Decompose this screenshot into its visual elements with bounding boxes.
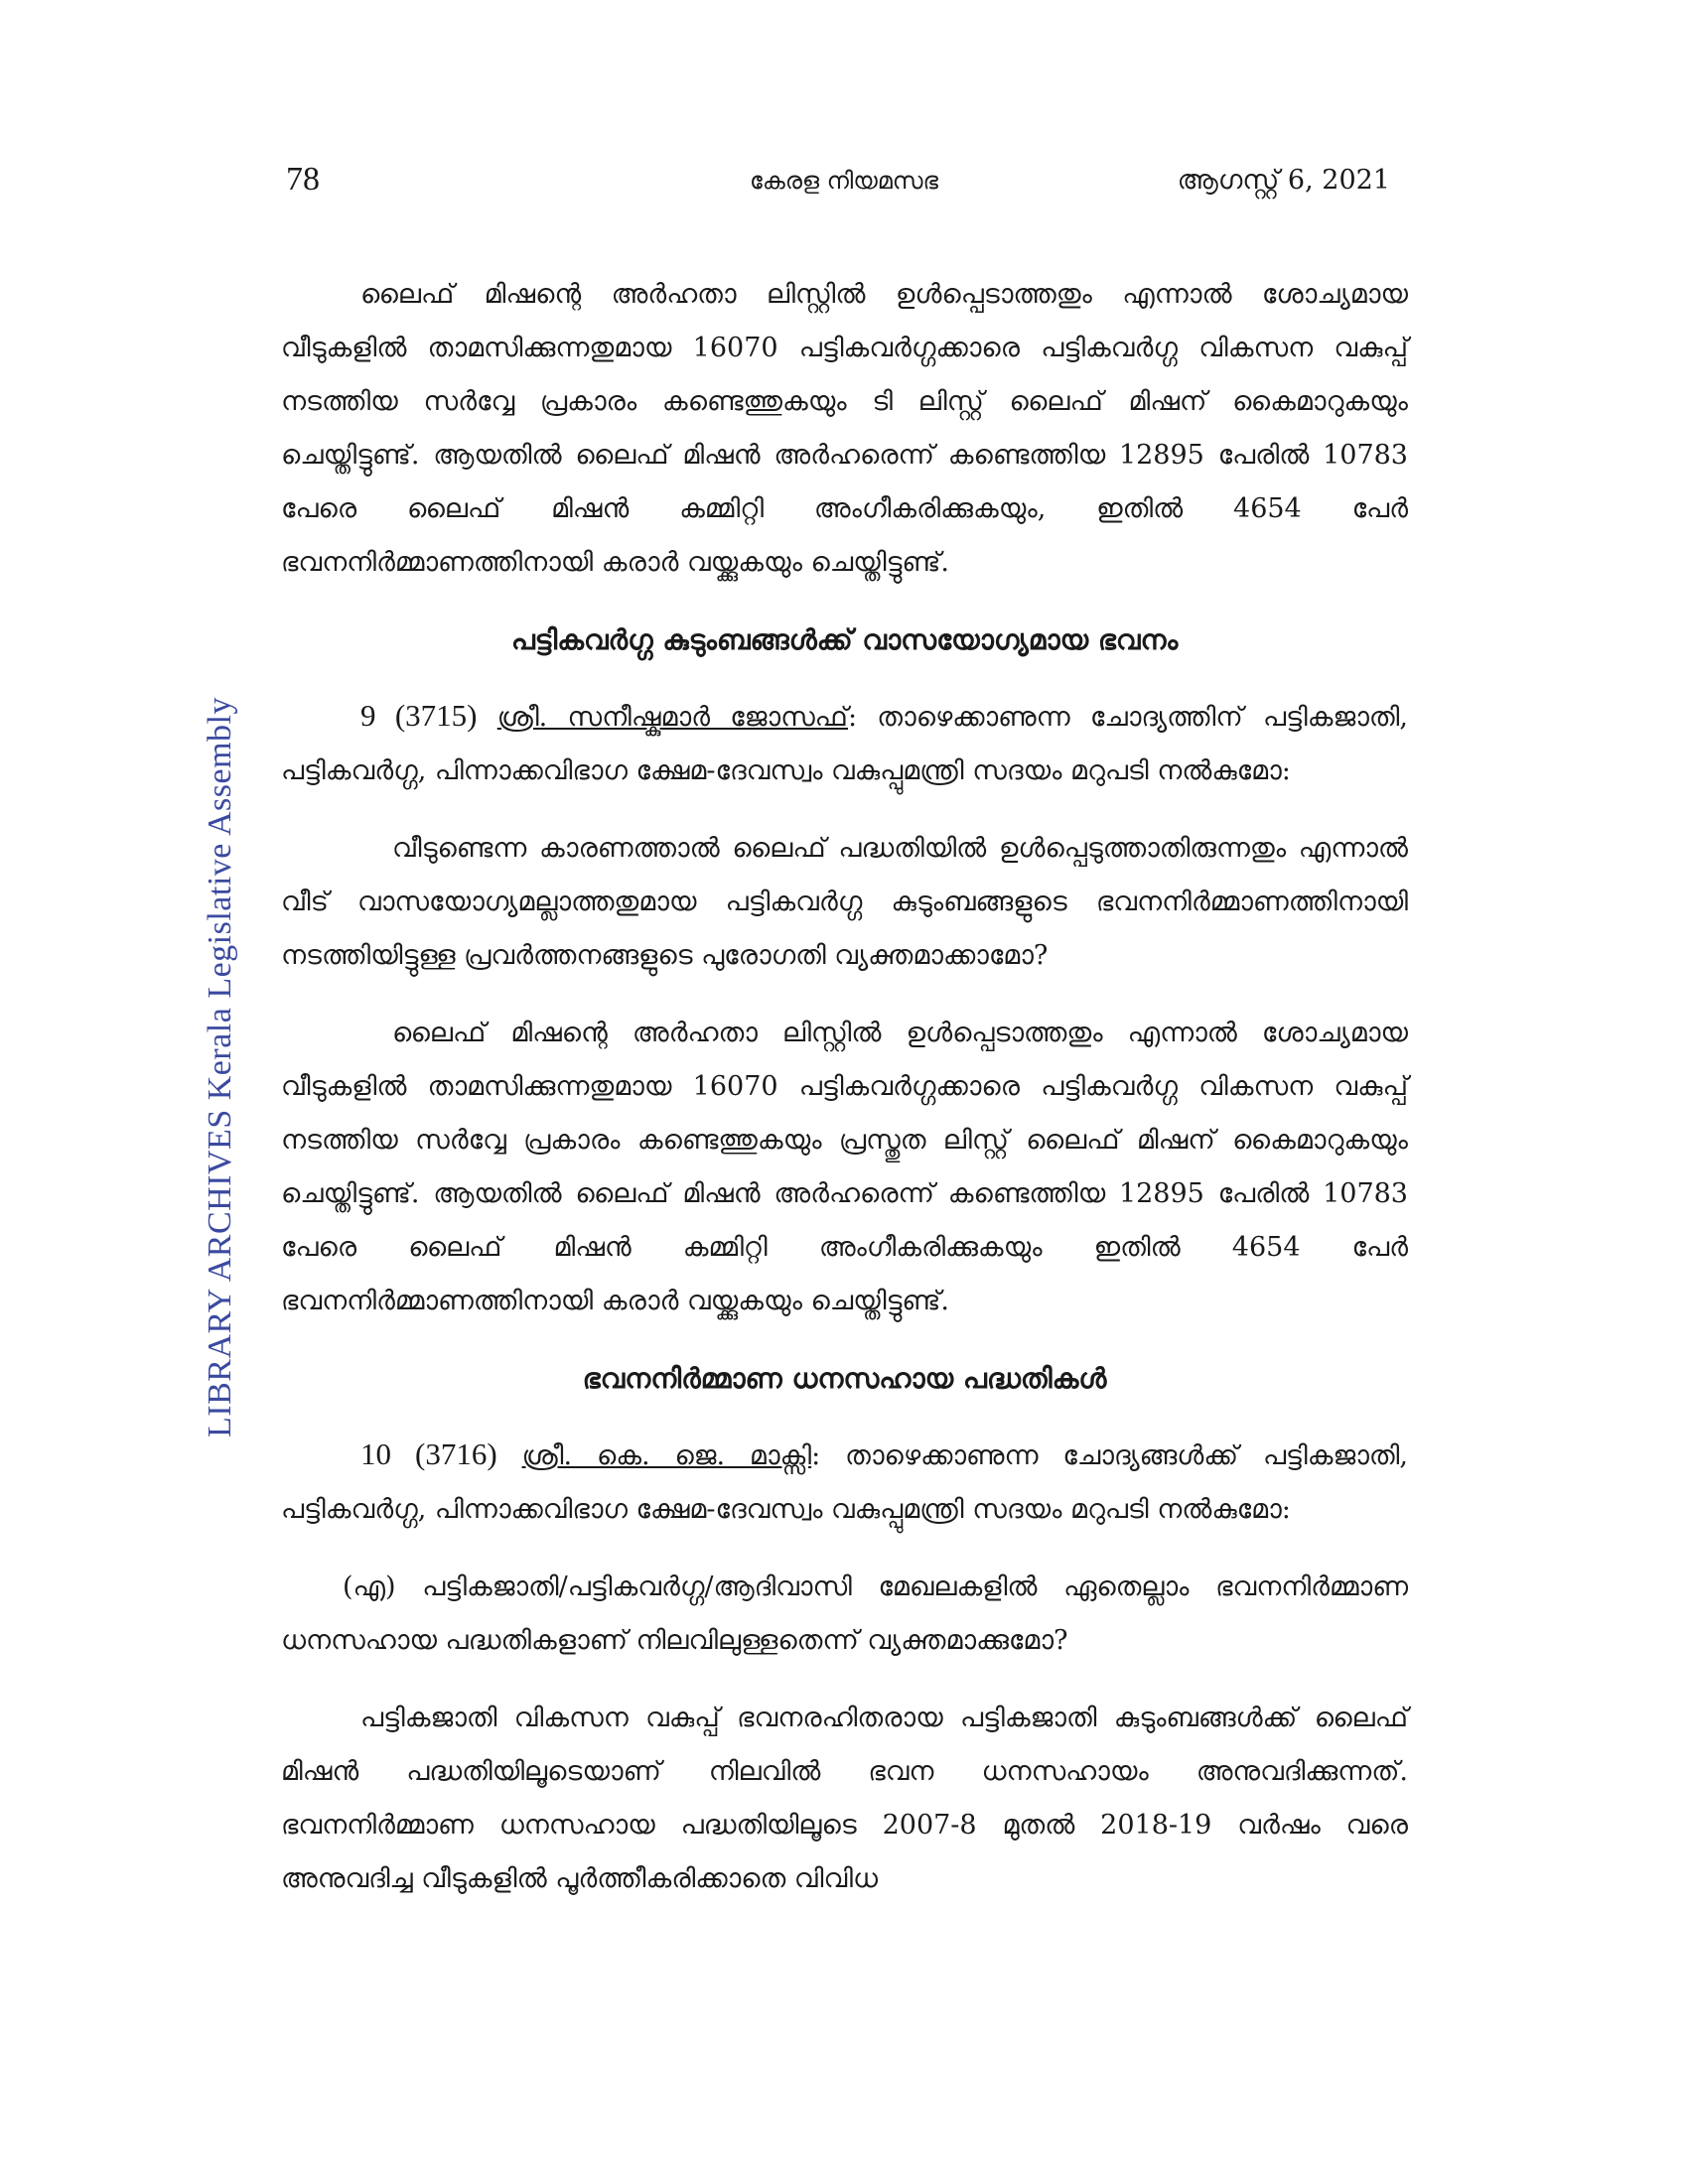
page-content bbox=[281, 268, 1408, 1906]
question-10-number: 10 (3716) bbox=[360, 1436, 497, 1471]
question-9-member: ശ്രീ. സനീഷ്കുമാർ ജോസഫ് bbox=[496, 702, 848, 733]
answer-9-body: ലൈഫ് മിഷന്റെ അർഹതാ ലിസ്റ്റിൽ ഉൾപ്പെടാത്തതും എന്നാൽ ശോച്യമായ വീടുകളിൽ താമസിക്കുന്നതുമായ 16070 പട്ടികവർഗ്ഗക്കാരെ പട്ടികവർഗ്ഗ വികസന വകുപ്പ് നടത്തിയ സർവ്വേ പ്രകാരം കണ്ടെത്തുകയും പ്രസ്തുത ലിസ്റ്റ് ലൈഫ് മിഷന് കൈമാറുകയും ചെയ്തിട്ടുണ്ട്. ആയതിൽ ലൈഫ് മിഷൻ അർഹരെന്ന് കണ്ടെത്തിയ 12895 പേരിൽ 10783 പേരെ ലൈഫ് മിഷൻ കമ്മിറ്റി അംഗീകരിക്കുകയും ഇതിൽ 4654 പേർ ഭവനനിർമ്മാണത്തിനായി കരാർ വയ്ക്കുകയും ചെയ്തിട്ടുണ്ട്. bbox=[281, 1018, 1408, 1316]
question-10-member: ശ്രീ. കെ. ജെ. മാക്സി bbox=[521, 1440, 812, 1471]
question-10-text: : താഴെക്കാണുന്ന ചോദ്യങ്ങൾക്ക് പട്ടികജാതി, പട്ടികവർഗ്ഗ, പിന്നാക്കവിഭാഗ ക്ഷേമ-ദേവസ്വം വകുപ്പുമന്ത്രി സദയം മറുപടി നൽകുമോ: bbox=[281, 1440, 1408, 1525]
question-10-intro bbox=[281, 1428, 1408, 1537]
intro-paragraph: ലൈഫ് മിഷന്റെ അർഹതാ ലിസ്റ്റിൽ ഉൾപ്പെടാത്തതും എന്നാൽ ശോച്യമായ വീടുകളിൽ താമസിക്കുന്നതുമായ 16070 പട്ടികവർഗ്ഗക്കാരെ പട്ടികവർഗ്ഗ വികസന വകുപ്പ് നടത്തിയ സർവ്വേ പ്രകാരം കണ്ടെത്തുകയും ടി ലിസ്റ്റ് ലൈഫ് മിഷന് കൈമാറുകയും ചെയ്തിട്ടുണ്ട്. ആയതിൽ ലൈഫ് മിഷൻ അർഹരെന്ന് കണ്ടെത്തിയ 12895 പേരിൽ 10783 പേരെ ലൈഫ് മിഷൻ കമ്മിറ്റി അംഗീകരിക്കുകയും, ഇതിൽ 4654 പേർ ഭവനനിർമ്മാണത്തിനായി കരാർ വയ്ക്കുകയും ചെയ്തിട്ടുണ്ട്. bbox=[281, 279, 1408, 578]
page-number: 78 bbox=[286, 161, 320, 198]
answer-10a-body: പട്ടികജാതി വികസന വകുപ്പ് ഭവനരഹിതരായ പട്ടികജാതി കുടുംബങ്ങൾക്ക് ലൈഫ് മിഷൻ പദ്ധതിയിലൂടെയാണ് നിലവിൽ ഭവന ധനസഹായം അനുവദിക്കുന്നത്. ഭവനനിർമ്മാണ ധനസഹായ പദ്ധതിയിലൂടെ 2007-8 മുതൽ 2018-19 വർഷം വരെ അനുവദിച്ച വീടുകളിൽ പൂർത്തീകരിക്കാതെ വിവിധ bbox=[281, 1703, 1408, 1894]
archive-watermark: LIBRARY ARCHIVES Kerala Legislative Assembly bbox=[202, 696, 238, 1438]
question-9-intro bbox=[281, 689, 1408, 798]
question-9-number: 9 (3715) bbox=[360, 698, 478, 733]
question-9-body: വീടുണ്ടെന്ന കാരണത്താൽ ലൈഫ് പദ്ധതിയിൽ ഉൾപ്പെടുത്താതിരുന്നതും എന്നാൽ വീട് വാസയോഗ്യമല്ലാത്തതുമായ പട്ടികവർഗ്ഗ കുടുംബങ്ങളുടെ ഭവനനിർമ്മാണത്തിനായി നടത്തിയിട്ടുള്ള പ്രവർത്തനങ്ങളുടെ പുരോഗതി വ്യക്തമാക്കാമോ? bbox=[281, 833, 1408, 971]
section-heading-st-housing: പട്ടികവർഗ്ഗ കുടുംബങ്ങൾക്ക് വാസയോഗ്യമായ ഭവനം bbox=[510, 623, 1179, 656]
header-title: കേരള നിയമസഭ bbox=[749, 167, 939, 195]
question-10a-body: (എ) പട്ടികജാതി/പട്ടികവർഗ്ഗ/ആദിവാസി മേഖലകളിൽ ഏതെല്ലാം ഭവനനിർമ്മാണ ധനസഹായ പദ്ധതികളാണ് നിലവിലുള്ളതെന്ന് വ്യക്തമാക്കുമോ? bbox=[281, 1571, 1408, 1656]
header-date: ആഗസ്റ്റ് 6, 2021 bbox=[1177, 165, 1390, 196]
section-heading-housing-aid: ഭവനനിർമ്മാണ ധനസഹായ പദ്ധതികൾ bbox=[582, 1362, 1107, 1395]
question-9-text: : താഴെക്കാണുന്ന ചോദ്യത്തിന് പട്ടികജാതി, പട്ടികവർഗ്ഗ, പിന്നാക്കവിഭാഗ ക്ഷേമ-ദേവസ്വം വകുപ്പുമന്ത്രി സദയം മറുപടി നൽകുമോ: bbox=[281, 702, 1408, 786]
